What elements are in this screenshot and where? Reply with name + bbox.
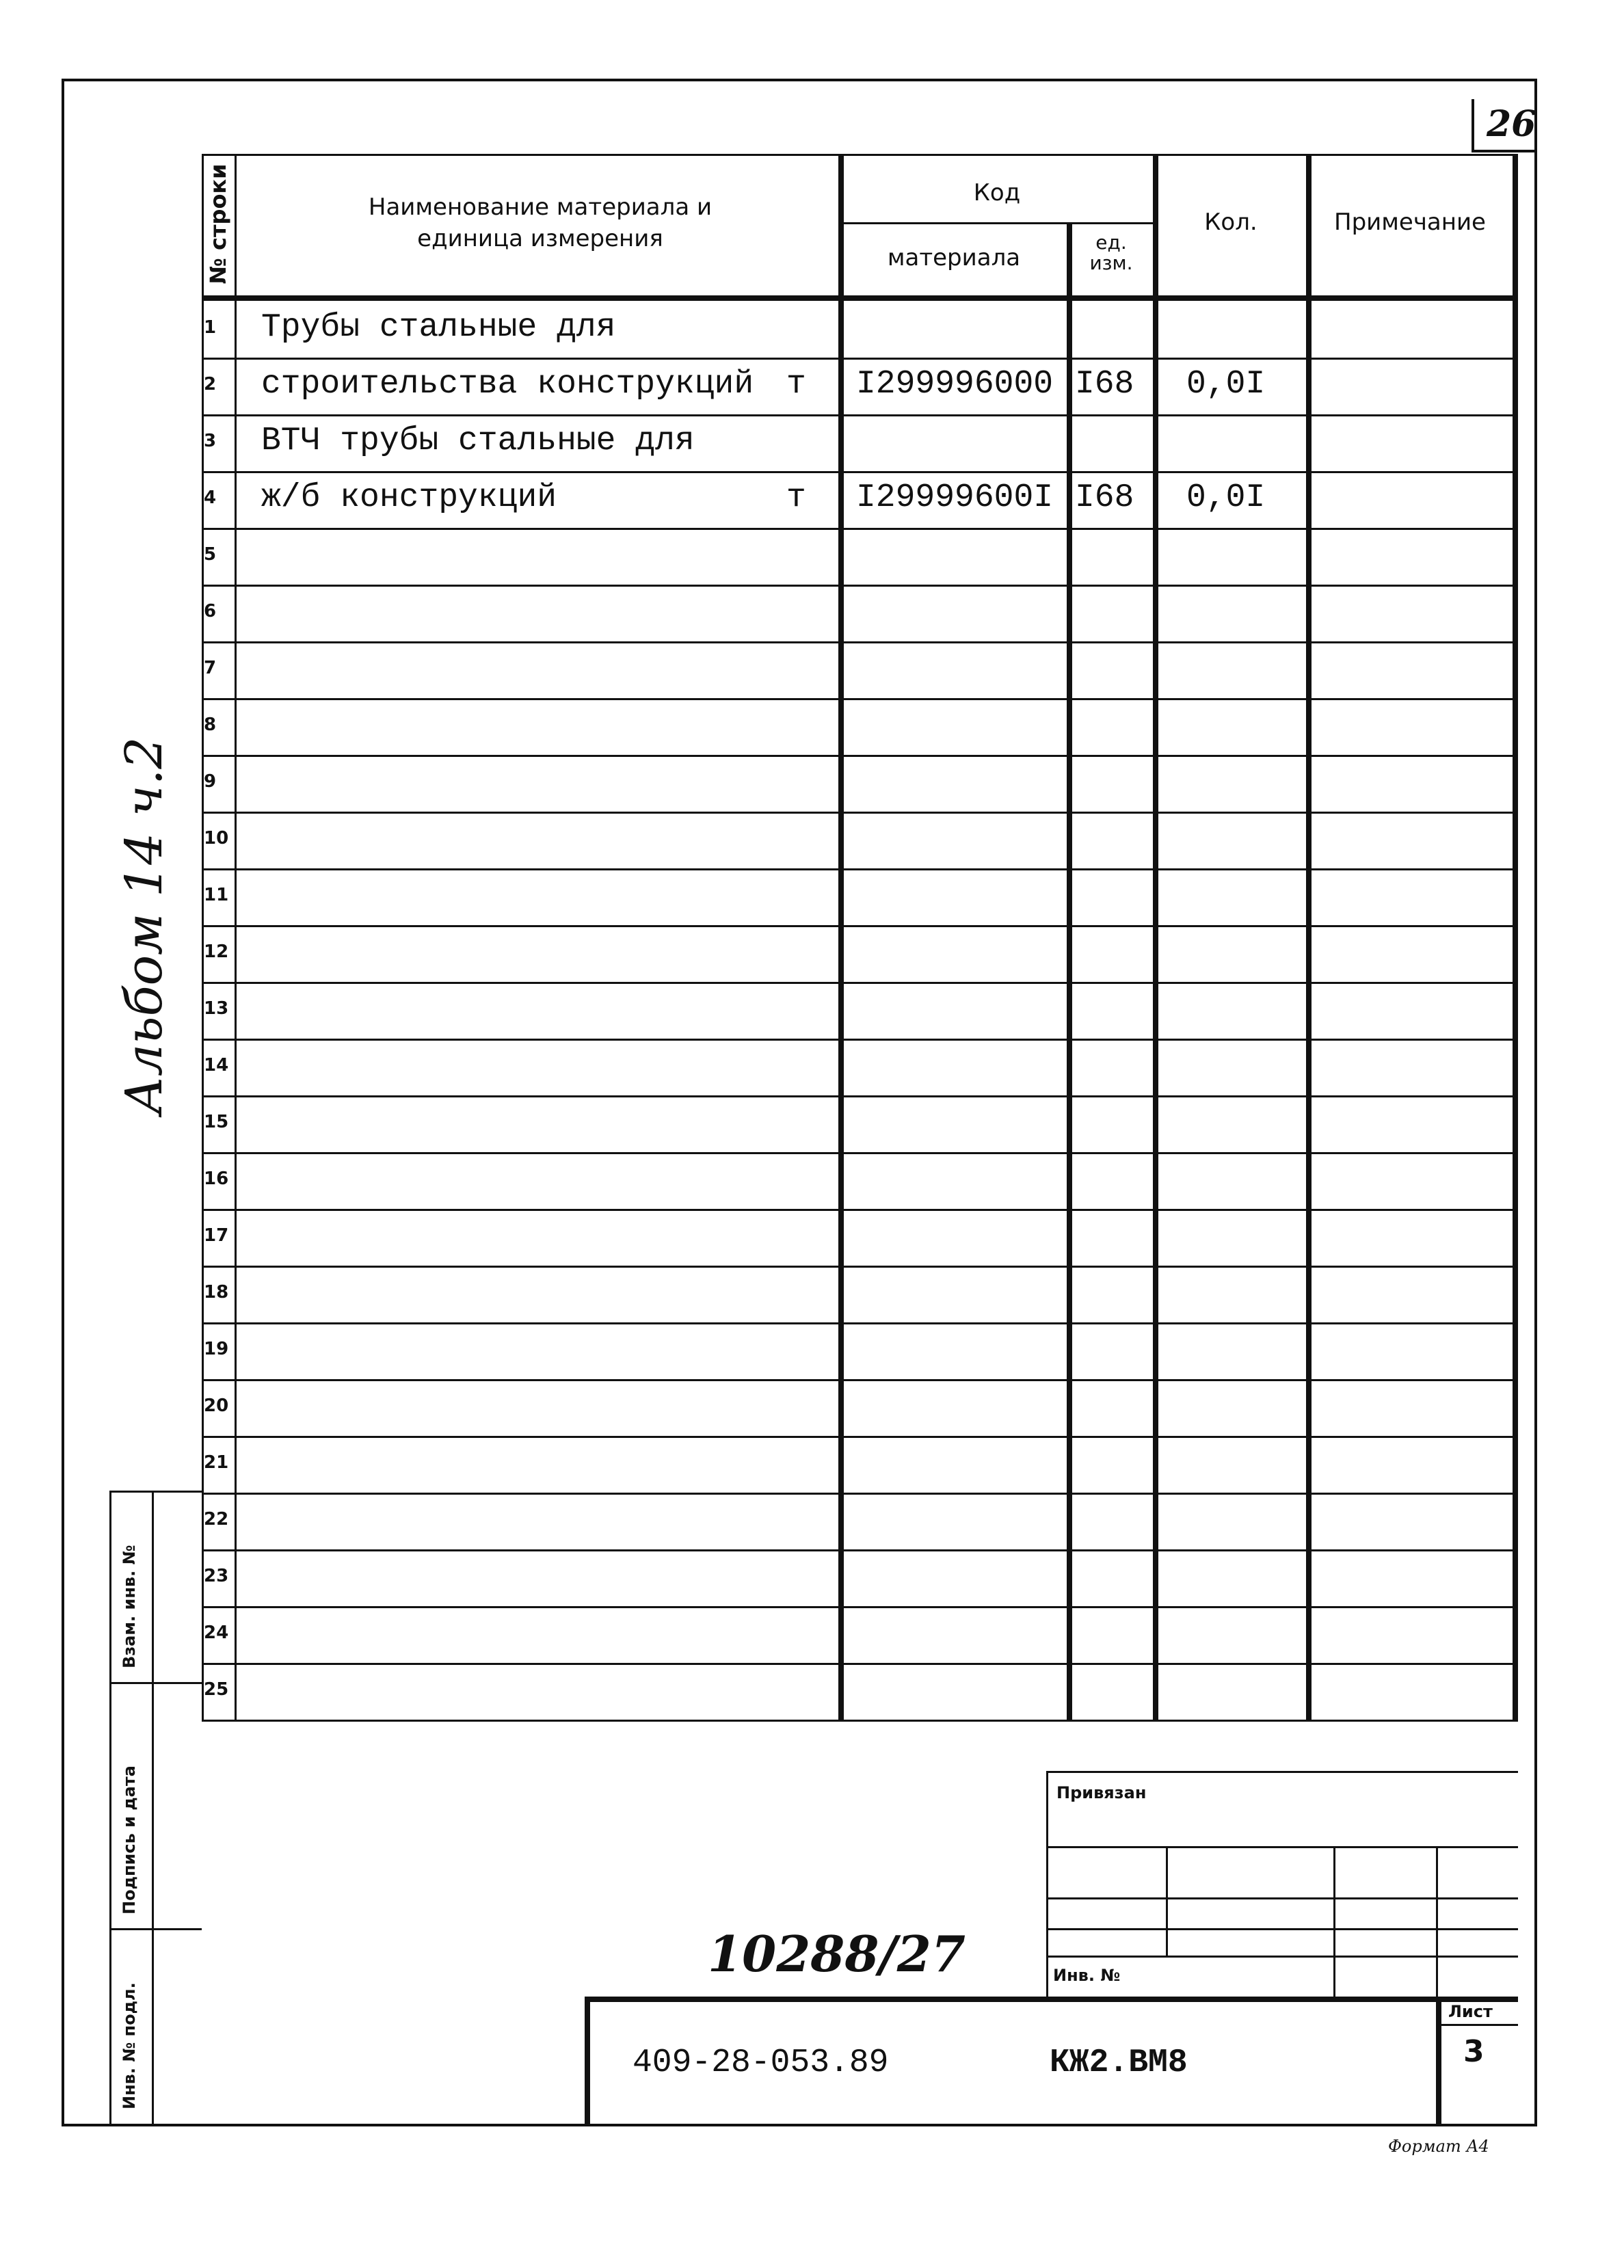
row-number: 24 [204,1623,229,1643]
title-strip-top [585,1997,1518,2002]
row-line [202,1322,1518,1324]
row-line [202,925,1518,927]
doc-code: КЖ2.ВМ8 [1050,2044,1188,2081]
row-line [202,1152,1518,1154]
col-line-unit-left [1067,222,1072,1720]
row-number: 13 [204,998,229,1019]
row-line [202,585,1518,587]
handwritten-number: 10288/27 [708,1925,966,1983]
row-line [202,1549,1518,1551]
row-material-code: I299996000 [856,366,1054,403]
row-line [202,1720,1518,1722]
header-row-no: № строки [205,163,231,284]
attached-col1 [1166,1846,1168,1956]
doc-number: 409-28-053.89 [633,2044,889,2081]
side-sign-date: Подпись и дата [120,1765,139,1915]
row-number: 7 [204,658,217,678]
row-number: 4 [204,488,217,508]
row-name: ж/б конструкций [261,479,557,516]
row-line [202,1493,1518,1495]
row-qty: 0,0I [1186,479,1266,516]
row-line [202,471,1518,473]
side-inv-no-orig: Инв. № подл. [120,1982,139,2109]
side-stamp-div1 [109,1682,202,1684]
row-number: 6 [204,601,217,622]
row-number: 23 [204,1566,229,1586]
header-note: Примечание [1334,209,1486,236]
row-unit-code: I68 [1075,366,1134,403]
code-split-line [840,222,1156,224]
attached-row2 [1046,1897,1518,1899]
col-line-qty-left [1153,154,1158,1720]
row-line [202,1209,1518,1211]
row-number: 18 [204,1282,229,1303]
attached-row4 [1046,1956,1518,1958]
sheet-split [1436,2024,1518,2026]
col-line-note-left [1306,154,1312,1720]
side-stamp-mid [152,1491,154,2126]
row-number: 21 [204,1452,229,1473]
attached-col3 [1436,1846,1438,1997]
row-number: 16 [204,1169,229,1189]
row-number: 25 [204,1679,229,1700]
album-note: Альбом 14 ч.2 [115,736,174,1115]
side-stamp-left [109,1491,111,2126]
row-number: 17 [204,1225,229,1246]
row-line [202,1663,1518,1665]
row-number: 14 [204,1055,229,1076]
row-number: 20 [204,1396,229,1416]
format-label: Формат А4 [1388,2137,1489,2156]
attached-row3 [1046,1928,1518,1930]
row-number: 1 [204,317,217,338]
header-bottom-line [202,295,1518,301]
col-line-name-left [235,154,237,1720]
attached-top [1046,1771,1518,1773]
attached-row1 [1046,1846,1518,1848]
row-line [202,755,1518,757]
row-line [202,414,1518,416]
row-name: Трубы стальные для [261,309,616,346]
row-qty: 0,0I [1186,366,1266,403]
col-line-code-left [838,154,844,1720]
side-stamp-div2 [109,1928,202,1930]
row-number: 3 [204,431,217,451]
row-line [202,1379,1518,1381]
row-number: 15 [204,1112,229,1132]
row-unit: т [786,366,806,403]
row-line [202,641,1518,643]
row-number: 12 [204,942,229,962]
side-stamp-top [109,1491,202,1493]
sheet-label: Лист [1448,2002,1493,2021]
row-line [202,1606,1518,1608]
header-qty: Кол. [1204,209,1257,236]
row-line [202,528,1518,530]
row-name: строительства конструкций [261,366,754,403]
row-name: ВТЧ трубы стальные для [261,423,695,459]
header-code-material: материала [887,244,1021,271]
row-material-code: I29999600I [856,479,1054,516]
row-number: 9 [204,771,217,792]
sheet-number: 3 [1463,2034,1485,2069]
row-line [202,1039,1518,1041]
row-line [202,358,1518,360]
header-code-unit: ед. изм. [1089,231,1133,274]
header-top-line [202,154,1518,156]
row-number: 8 [204,715,217,735]
row-unit-code: I68 [1075,479,1134,516]
row-line [202,1266,1518,1268]
row-line [202,982,1518,984]
side-replaced-inv: Взам. инв. № [120,1545,139,1668]
attached-col2 [1333,1846,1335,1997]
title-strip-left [585,1997,590,2126]
row-number: 5 [204,544,217,565]
sheet-col-left [1436,1997,1441,2126]
row-number: 19 [204,1339,229,1359]
row-number: 22 [204,1509,229,1530]
header-name: Наименование материала и единица измерения [368,194,713,252]
row-line [202,1095,1518,1097]
col-line-right [1513,154,1518,1720]
row-unit: т [786,479,806,516]
row-number: 11 [204,885,229,905]
inv-no-label: Инв. № [1053,1966,1121,1985]
row-line [202,698,1518,700]
header-code: Код [973,179,1021,206]
attached-label: Привязан [1056,1783,1147,1802]
attached-left [1046,1771,1048,1997]
page-number: 26 [1487,103,1536,145]
row-line [202,868,1518,870]
row-number: 2 [204,374,217,395]
row-line [202,812,1518,814]
row-line [202,1436,1518,1438]
row-number: 10 [204,828,229,849]
